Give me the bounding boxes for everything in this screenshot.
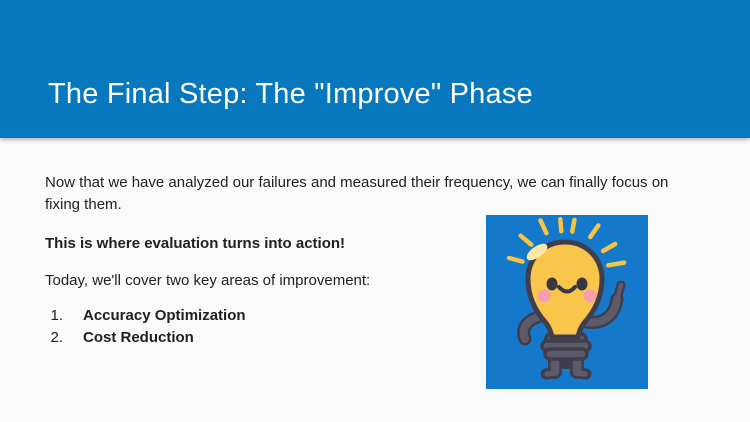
lightbulb-icon: [486, 215, 648, 389]
lead-in-text: Today, we'll cover two key areas of improvement:: [45, 272, 371, 289]
header-banner: [0, 0, 750, 138]
list-number: 1.: [50, 307, 63, 324]
list-label: Accuracy Optimization: [83, 307, 246, 324]
emphasis-text: This is where evaluation turns into action!: [45, 235, 346, 252]
lightbulb-character-illustration: [486, 215, 648, 389]
list-number: 2.: [50, 329, 63, 346]
intro-text: Now that we have analyzed our failures and measured their frequency, we can finally focus on fixing them.: [45, 174, 669, 213]
list-label: Cost Reduction: [83, 329, 194, 346]
page-title: The Final Step: The "Improve" Phase: [48, 78, 533, 110]
